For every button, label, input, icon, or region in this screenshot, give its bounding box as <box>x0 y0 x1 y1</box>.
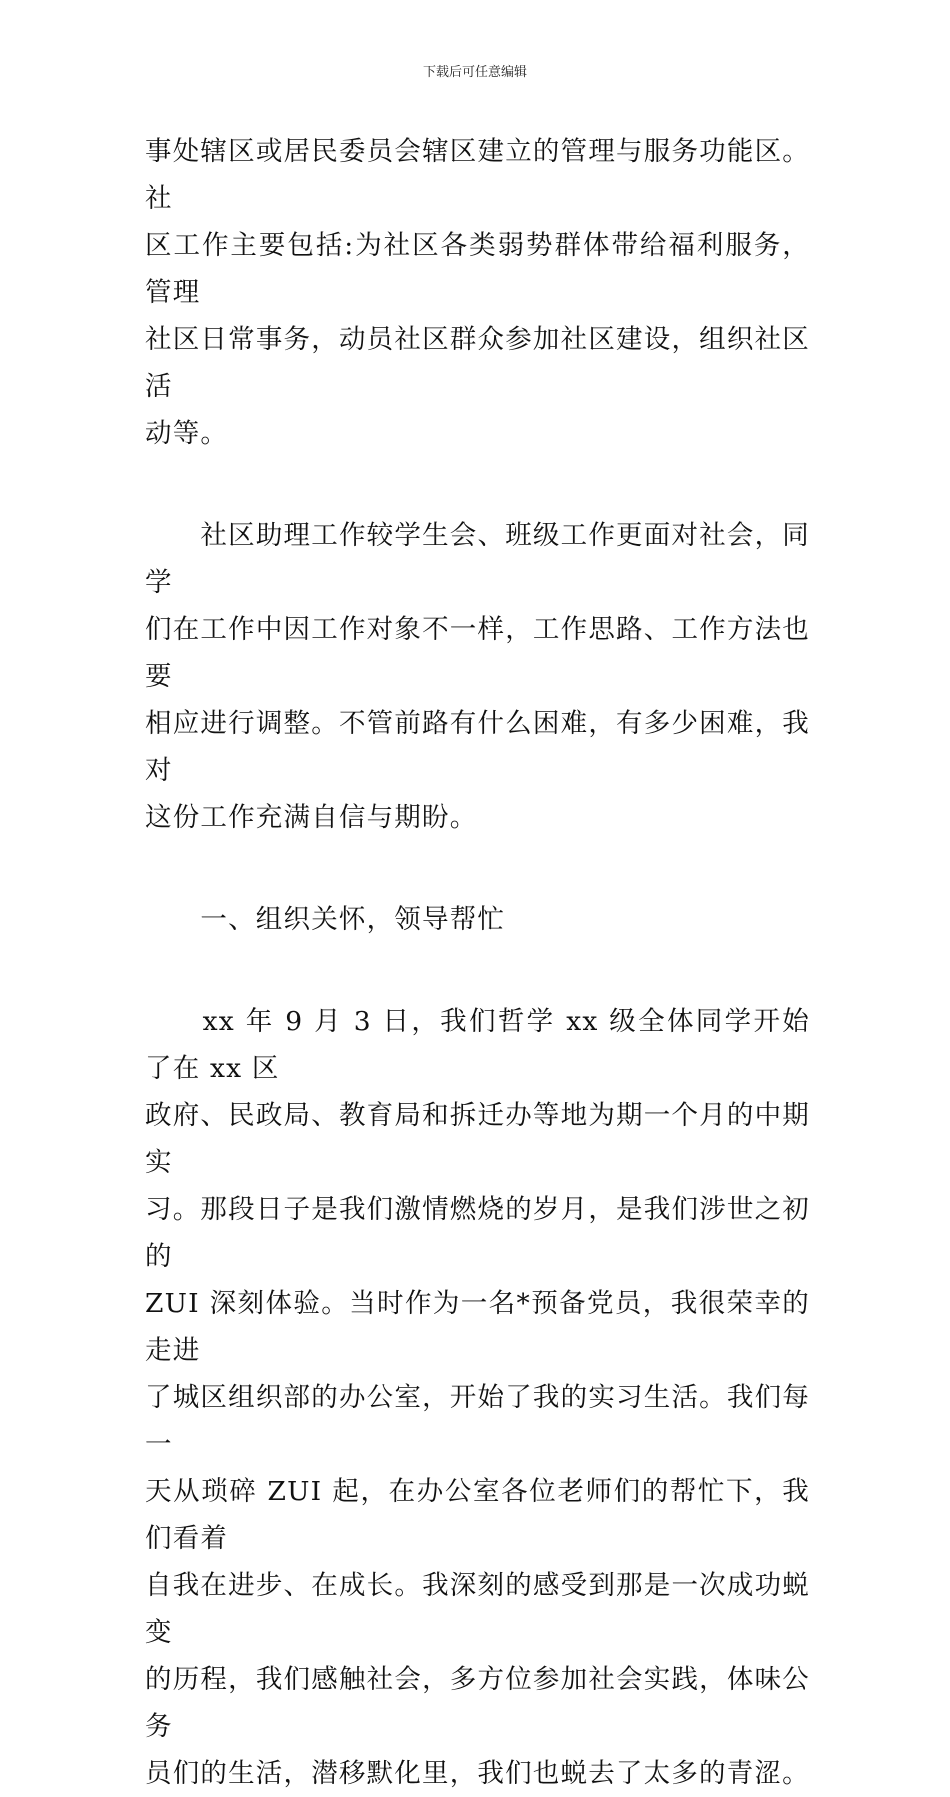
paragraph-1 <box>145 128 810 457</box>
text-line: 自我在进步、在成长。我深刻的感受到那是一次成功蜕变 <box>145 1570 810 1648</box>
paragraph-3 <box>145 998 810 1797</box>
text-line: 天从琐碎 ZUI 起，在办公室各位老师们的帮忙下，我们看着 <box>145 1476 810 1554</box>
text-line: ZUI 深刻体验。当时作为一名*预备党员，我很荣幸的走进 <box>145 1288 810 1366</box>
paragraph-gap <box>145 943 810 998</box>
document-body <box>145 128 810 1797</box>
text-line: 社区助理工作较学生会、班级工作更面对社会，同学 <box>145 520 810 598</box>
text-line: 们在工作中因工作对象不一样，工作思路、工作方法也要 <box>145 614 810 692</box>
text-line: 动等。 <box>145 418 229 449</box>
page-header: 下载后可任意编辑 <box>422 65 527 80</box>
text-line: 一、组织关怀，领导帮忙 <box>145 904 506 935</box>
text-line: 事处辖区或居民委员会辖区建立的管理与服务功能区。社 <box>145 136 810 214</box>
text-line: 相应进行调整。不管前路有什么困难，有多少困难，我对 <box>145 708 810 786</box>
text-line: 区工作主要包括:为社区各类弱势群体带给福利服务，管理 <box>145 230 810 308</box>
text-line: 的历程，我们感触社会，多方位参加社会实践，体味公务 <box>145 1664 810 1742</box>
section-heading <box>145 896 810 943</box>
text-line: 习。那段日子是我们激情燃烧的岁月，是我们涉世之初的 <box>145 1194 810 1272</box>
text-line: 社区日常事务，动员社区群众参加社区建设，组织社区活 <box>145 324 810 402</box>
paragraph-gap <box>145 841 810 896</box>
text-line: xx 年 9 月 3 日，我们哲学 xx 级全体同学开始了在 xx 区 <box>145 1006 810 1084</box>
text-line: 员们的生活，潜移默化里，我们也蜕去了太多的青涩。 <box>145 1758 810 1789</box>
text-line: 政府、民政局、教育局和拆迁办等地为期一个月的中期实 <box>145 1100 810 1178</box>
text-line: 了城区组织部的办公室，开始了我的实习生活。我们每一 <box>145 1382 810 1460</box>
text-line: 这份工作充满自信与期盼。 <box>145 802 478 833</box>
paragraph-gap <box>145 457 810 512</box>
paragraph-2 <box>145 512 810 841</box>
